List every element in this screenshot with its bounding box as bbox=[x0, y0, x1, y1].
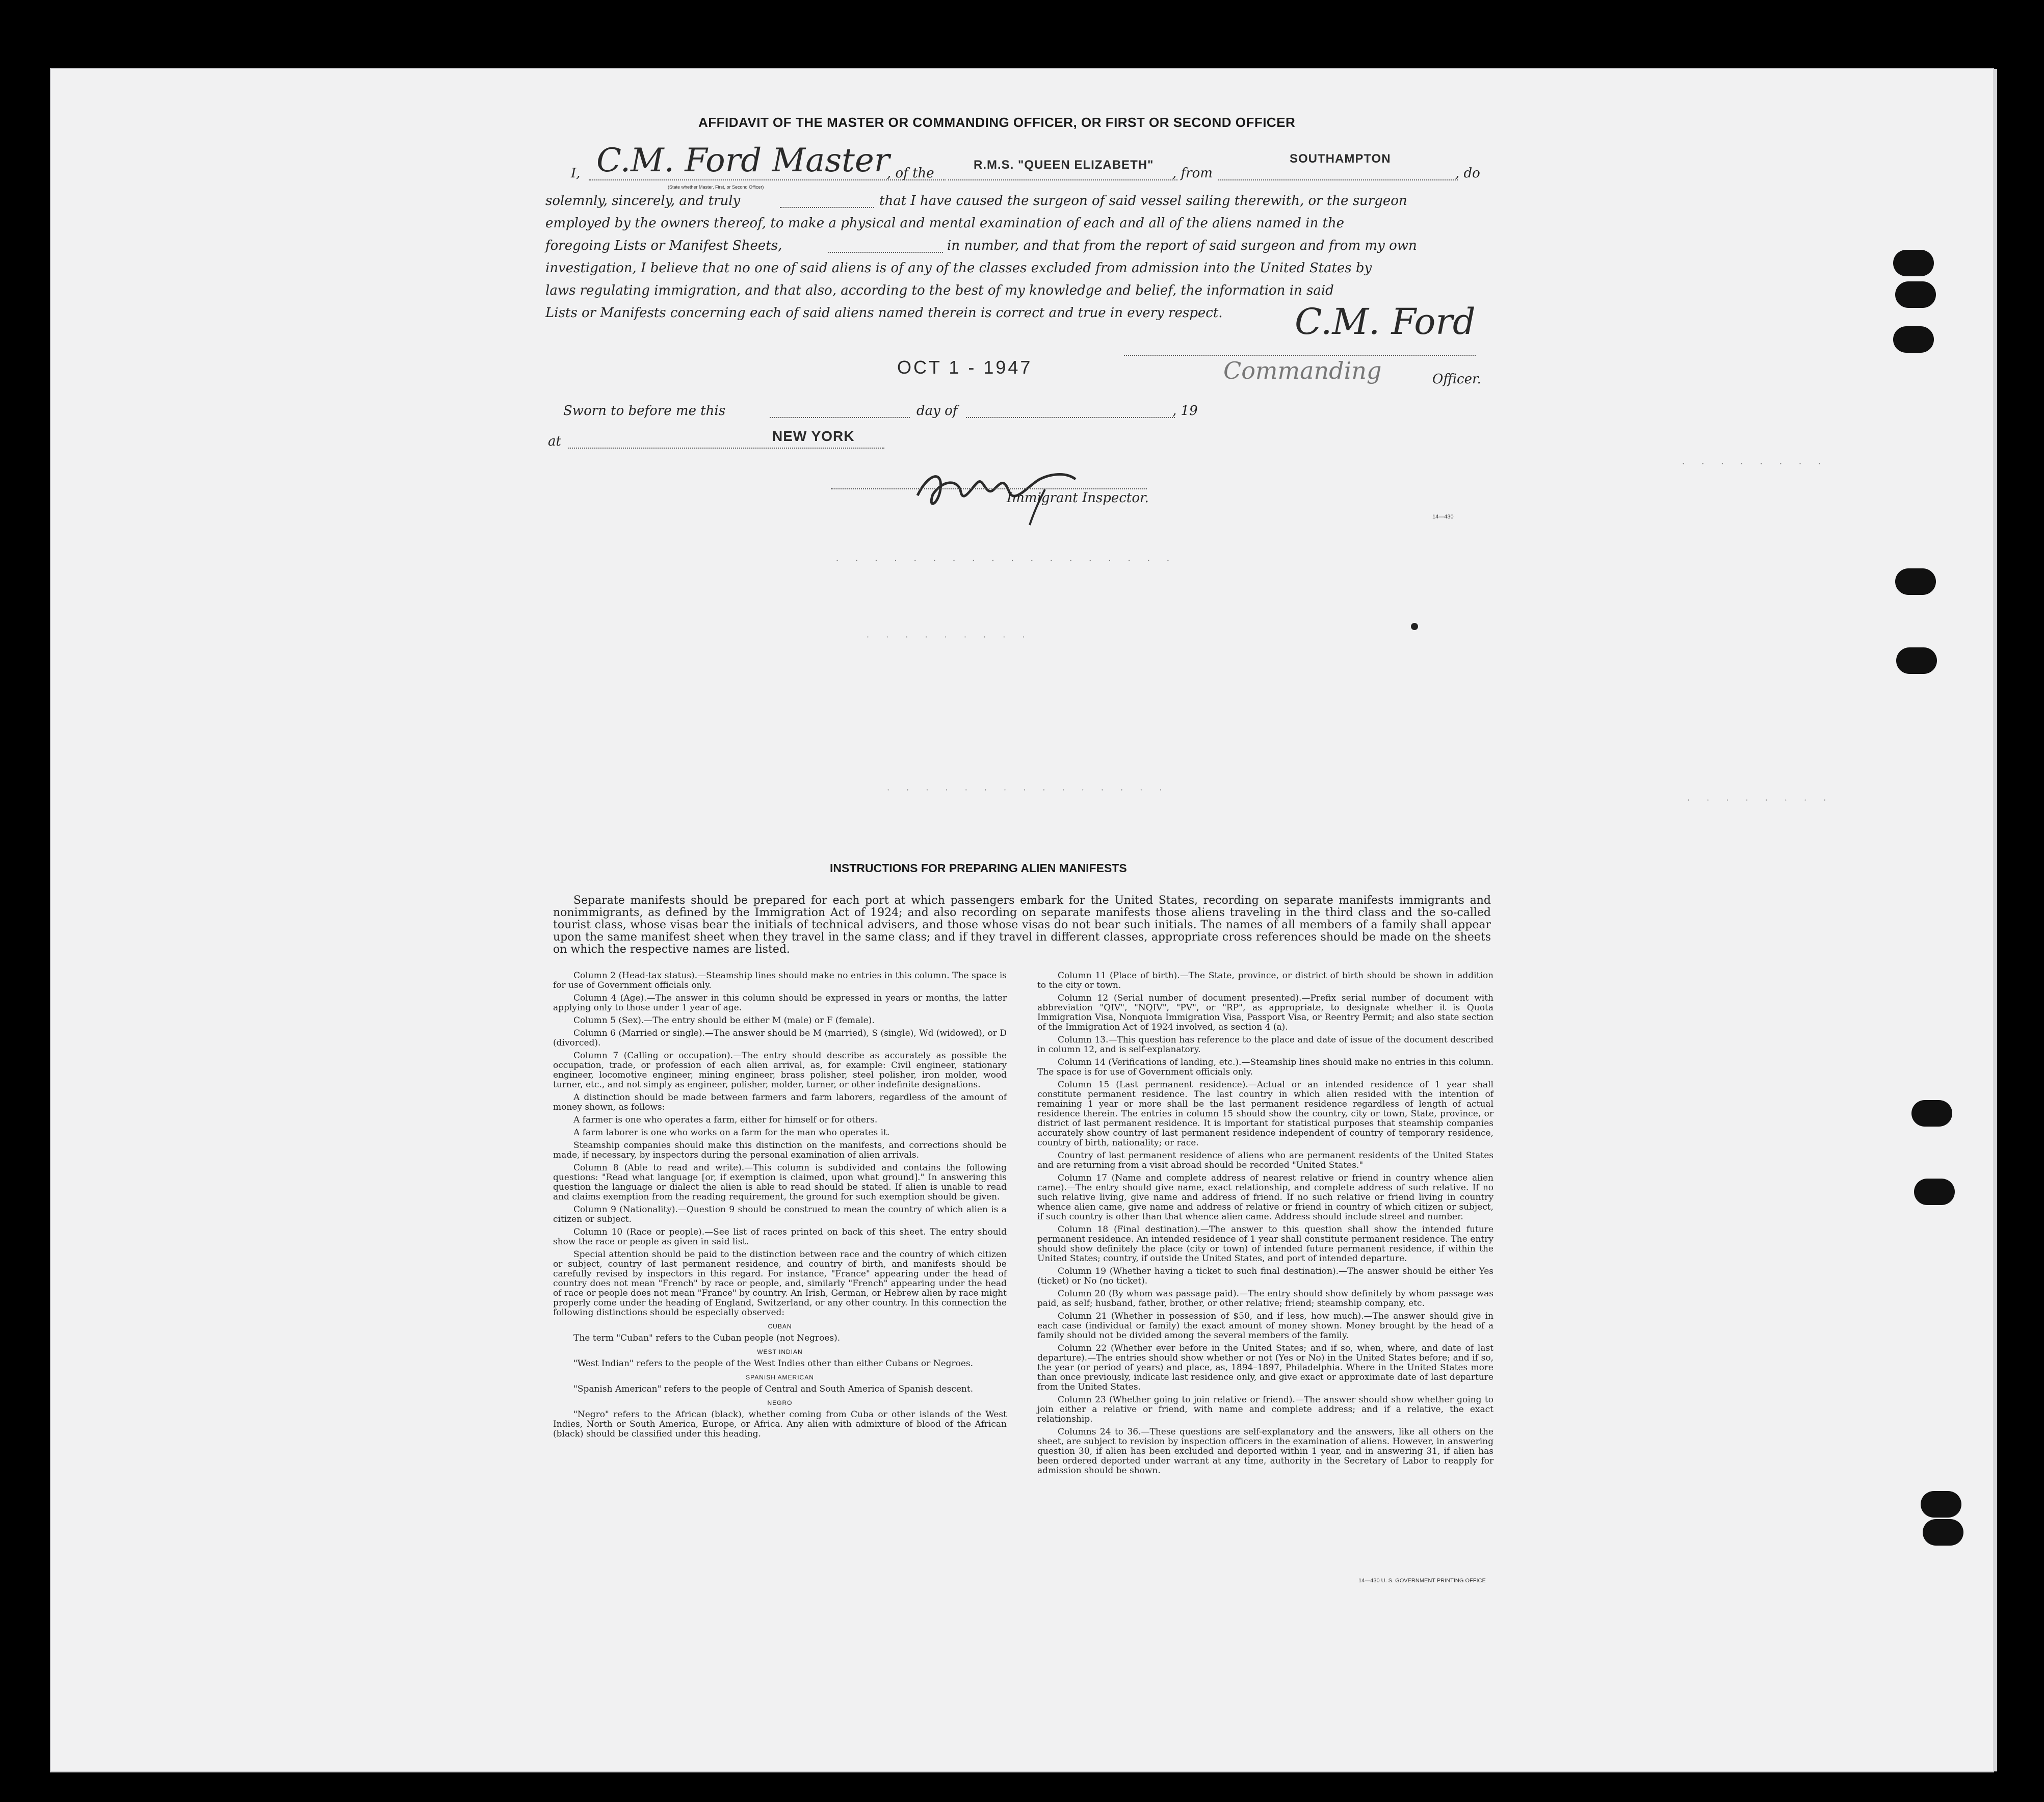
instruction-paragraph: Column 23 (Whether going to join relative or friend).—The answer should show whether going to join either a relative or friend, with name and complete address; and if a relative, the exact relationship. bbox=[1037, 1395, 1493, 1424]
affidavit-line4a: foregoing Lists or Manifest Sheets, bbox=[545, 238, 782, 253]
affidavit-line6: laws regulating immigration, and that also, according to the best of my knowledge and belief, the information in said bbox=[545, 283, 1334, 298]
signer-note: (State whether Master, First, or Second Officer) bbox=[668, 185, 764, 190]
bleed-dots: · · · · · · · · bbox=[1682, 459, 1828, 468]
do-label: , do bbox=[1455, 166, 1480, 181]
instruction-paragraph: A farm laborer is one who works on a farm for the man who operates it. bbox=[573, 1128, 890, 1138]
affidavit-line4b: in number, and that from the report of said surgeon and from my own bbox=[947, 238, 1417, 253]
affidavit-line5: investigation, I believe that no one of said aliens is of any of the classes excluded from admission into the United States by bbox=[545, 260, 1372, 276]
instructions-intro bbox=[553, 895, 1491, 959]
affidavit-line3: employed by the owners thereof, to make a physical and mental examination of each and all of the aliens named in the bbox=[545, 216, 1345, 231]
from-label: , from bbox=[1172, 166, 1213, 181]
instruction-paragraph: Column 4 (Age).—The answer in this column should be expressed in years or months, the latter applying only to those under 1 year of age. bbox=[553, 993, 1007, 1013]
signer-handwritten: C.M. Ford Master bbox=[596, 142, 890, 179]
instructions-title: INSTRUCTIONS FOR PREPARING ALIEN MANIFESTS bbox=[830, 861, 1127, 875]
punch-hole bbox=[1921, 1491, 1961, 1518]
place-stamp: NEW YORK bbox=[772, 428, 855, 444]
spanish-american-heading: SPANISH AMERICAN bbox=[746, 1374, 814, 1381]
printing-office-footer: 14—430 U. S. GOVERNMENT PRINTING OFFICE bbox=[1358, 1578, 1486, 1584]
instruction-paragraph: Column 6 (Married or single).—The answer should be M (married), S (single), Wd (widowed), or D (divorced). bbox=[553, 1028, 1007, 1048]
negro-text: "Negro" refers to the African (black), whether coming from Cuba or other islands of the West Indies, North or South America, Europe, or Africa. Any alien with admixture of blood of the African (black) should be classified under this heading. bbox=[553, 1409, 1007, 1439]
place-line bbox=[568, 447, 884, 449]
instruction-paragraph: Column 5 (Sex).—The entry should be either M (male) or F (female). bbox=[573, 1015, 875, 1026]
departure-port: SOUTHAMPTON bbox=[1290, 152, 1391, 166]
vessel-name: R.M.S. "QUEEN ELIZABETH" bbox=[974, 158, 1154, 172]
form-number: 14—430 bbox=[1432, 514, 1454, 520]
ink-mark bbox=[1411, 623, 1418, 630]
vessel-line bbox=[948, 178, 1177, 180]
west-indian-heading: WEST INDIAN bbox=[757, 1348, 803, 1355]
officer-label: Officer. bbox=[1432, 372, 1481, 387]
at-label: at bbox=[548, 434, 561, 449]
instruction-paragraph: Column 8 (Able to read and write).—This column is subdivided and contains the following questions: "Read what language [or, if exemption is claimed, upon what ground]." In answering this question the language or dialect the alien is able to read should be stated. If alien is unable to read and claims exemption from the reading requirement, the ground for such exemption should be given. bbox=[553, 1163, 1007, 1202]
instruction-paragraph: Column 12 (Serial number of document presented).—Prefix serial number of document with abbreviation "QIV", "NQIV", "PV", or "RP", as appropriate, to designate whether it is Quota Immigration Visa, Nonquota Immigration Visa, Passport Visa, or Reentry Permit; and also state section of the Immigration Act of 1924 involved, as section 4 (a). bbox=[1037, 993, 1493, 1032]
instruction-paragraph: Column 7 (Calling or occupation).—The entry should describe as accurately as possible the occupation, trade, or profession of each alien arrival, as, for example: Civil engineer, stationary engineer, locomotive engineer, mining engineer, brass polisher, steel polisher, iron molder, wood turner, etc., and not simply as engineer, polisher, molder, turner, or other indefinite designations. bbox=[553, 1051, 1007, 1090]
punch-hole bbox=[1895, 281, 1936, 308]
punch-hole bbox=[1895, 568, 1936, 595]
spanish-american-text: "Spanish American" refers to the people of Central and South America of Spanish descent. bbox=[573, 1384, 974, 1394]
instruction-paragraph: Column 21 (Whether in possession of $50, and if less, how much).—The answer should give in each case (individual or family) the exact amount of money shown. Money brought by the head of a family should not be divided among the several members of the family. bbox=[1037, 1311, 1493, 1341]
instructions-left-column bbox=[553, 971, 1007, 1442]
punch-hole bbox=[1911, 1100, 1952, 1127]
affidavit-line7: Lists or Manifests concerning each of said aliens named therein is correct and true in every respect. bbox=[545, 305, 1223, 321]
instruction-paragraph: Column 17 (Name and complete address of nearest relative or friend in country whence alien came).—The entry should give name, exact relationship, and complete address of such relative. If no such relative living, give name and address of friend. If no such relative or friend living in country whence alien came, give name and address of relative or friend in country of which citizen or subject, if such country is other than that whence alien came. Address should include street and number. bbox=[1037, 1173, 1493, 1222]
instruction-paragraph: Columns 24 to 36.—These questions are self-explanatory and the answers, like all others on the sheet, are subject to revision by inspection officers in the examination of aliens. However, in answering question 30, if alien has been excluded and deported within 1 year, and in answering 31, if alien has been ordered deported under warrant at any time, authority in the Secretary of Labor to reapply for admission should be shown. bbox=[1037, 1427, 1493, 1476]
cuban-text: The term "Cuban" refers to the Cuban people (not Negroes). bbox=[573, 1333, 841, 1343]
punch-hole bbox=[1893, 326, 1934, 353]
instruction-paragraph: Column 20 (By whom was passage paid).—The entry should show definitely by whom passage was paid, as self; husband, father, brother, or other relative; friend; steamship company, etc. bbox=[1037, 1289, 1493, 1309]
punch-hole bbox=[1923, 1519, 1963, 1546]
punch-hole bbox=[1896, 647, 1937, 674]
instructions-right-column bbox=[1037, 971, 1493, 1479]
cuban-heading: CUBAN bbox=[768, 1323, 792, 1330]
oath-line bbox=[780, 206, 874, 208]
instruction-paragraph: A distinction should be made between farmers and farm laborers, regardless of the amount of money shown, as follows: bbox=[553, 1092, 1007, 1112]
instruction-paragraph: Column 10 (Race or people).—See list of races printed on back of this sheet. The entry should show the race or people as given in said list. bbox=[553, 1227, 1007, 1247]
inspector-label: Immigrant Inspector. bbox=[1007, 490, 1149, 506]
day-of-label: day of bbox=[916, 403, 958, 419]
instruction-paragraph: Column 19 (Whether having a ticket to such final destination).—The answer should be either Yes (ticket) or No (no ticket). bbox=[1037, 1266, 1493, 1286]
officer-signature: C.M. Ford bbox=[1295, 301, 1476, 343]
affidavit-i: I, bbox=[571, 166, 581, 181]
officer-title-handwritten: Commanding bbox=[1223, 357, 1382, 384]
bleed-dots: · · · · · · · · · bbox=[867, 632, 1032, 642]
negro-heading: NEGRO bbox=[767, 1399, 793, 1406]
punch-hole bbox=[1893, 250, 1934, 276]
of-the-label: , of the bbox=[887, 166, 934, 181]
instruction-paragraph: Column 22 (Whether ever before in the United States; and if so, when, where, and date of last departure).—The entries should show whether or not (Yes or No) in the United States before; and if so, the year (or period of years) and place, as, 1894–1897, Philadelphia. Where in the United States more than once previously, indicate last residence only, and give exact or approximate date of last departure from the United States. bbox=[1037, 1343, 1493, 1392]
sheet-edge bbox=[1993, 69, 1997, 1771]
sworn-label: Sworn to before me this bbox=[563, 403, 726, 419]
officer-line bbox=[1124, 354, 1476, 356]
affidavit-line2b: that I have caused the surgeon of said vessel sailing therewith, or the surgeon bbox=[879, 193, 1407, 208]
port-line bbox=[1218, 178, 1458, 180]
count-line bbox=[828, 251, 943, 253]
date-stamp: OCT 1 - 1947 bbox=[897, 357, 1033, 378]
instruction-paragraph: Column 18 (Final destination).—The answer to this question shall show the intended future permanent residence. An intended residence of 1 year shall constitute permanent residence. The entry should show definitely the place (city or town) of intended future permanent residence, if within the United States; country, if outside the United States, and port of intended departure. bbox=[1037, 1224, 1493, 1264]
west-indian-text: "West Indian" refers to the people of the West Indies other than either Cubans or Negroes. bbox=[573, 1359, 974, 1369]
sworn-month-line bbox=[966, 416, 1175, 418]
instruction-paragraph: Special attention should be paid to the distinction between race and the country of which citizen or subject, country of last permanent residence, and country of birth, and manifests should be carefully revised by inspectors in this regard. For instance, "France" appearing under the head of country does not mean "French" by race or people, and, similarly "French" appearing under the head of race or people does not mean "France" by country. An Irish, German, or Hebrew alien by race might properly come under the heading of England, Switzerland, or any other country. In this connection the following distinctions should be especially observed: bbox=[553, 1249, 1007, 1318]
instruction-paragraph: A farmer is one who operates a farm, either for himself or for others. bbox=[573, 1115, 878, 1125]
affidavit-title: AFFIDAVIT OF THE MASTER OR COMMANDING OFFICER, OR FIRST OR SECOND OFFICER bbox=[698, 115, 1296, 130]
sworn-day-line bbox=[770, 416, 910, 418]
instruction-paragraph: Column 13.—This question has reference to the place and date of issue of the document described in column 12, and is self-explanatory. bbox=[1037, 1035, 1493, 1055]
instruction-paragraph: Steamship companies should make this distinction on the manifests, and corrections should be made, if necessary, by inspectors during the personal examination of alien arrivals. bbox=[553, 1140, 1007, 1160]
bleed-dots: · · · · · · · · bbox=[1687, 795, 1833, 805]
affidavit-line2a: solemnly, sincerely, and truly bbox=[545, 193, 741, 208]
punch-hole bbox=[1914, 1179, 1955, 1205]
bleed-dots: · · · · · · · · · · · · · · · bbox=[887, 785, 1169, 795]
instruction-paragraph: Column 14 (Verifications of landing, etc.).—Steamship lines should make no entries in this column. The space is for use of Government officials only. bbox=[1037, 1057, 1493, 1077]
instruction-paragraph: Country of last permanent residence of aliens who are permanent residents of the United States and are returning from a visit abroad should be recorded "United States." bbox=[1037, 1151, 1493, 1170]
intro-paragraph: Separate manifests should be prepared for each port at which passengers embark for the United States, recording on separate manifests immigrants and nonimmigrants, as defined by the Immigration Act of 1924; and also recording on separate manifests those aliens traveling in the third class and the so-called tourist class, whose visas bear the initials of technical advisers, and those whose visas do not bear such initials. The names of all members of a family shall appear upon the same manifest sheet when they travel in the same class; and if they travel in different classes, appropriate cross references should be made on the sheets on which the respective names are listed. bbox=[553, 894, 1491, 956]
instruction-paragraph: Column 15 (Last permanent residence).—Actual or an intended residence of 1 year shall constitute permanent residence. The last country in which alien resided with the intention of remaining 1 year or more shall be the last permanent residence regardless of length of actual residence therein. The entries in column 15 should show the country, city or town, State, province, or district of last permanent residence. It is important for statistical purposes that steamship companies accurately show country of last permanent residence independent of country of temporary residence, country of birth, nationality; or race. bbox=[1037, 1080, 1493, 1148]
instruction-paragraph: Column 11 (Place of birth).—The State, province, or district of birth should be shown in addition to the city or town. bbox=[1037, 971, 1493, 990]
instruction-paragraph: Column 9 (Nationality).—Question 9 should be construed to mean the country of which alien is a citizen or subject. bbox=[553, 1205, 1007, 1224]
instruction-paragraph: Column 2 (Head-tax status).—Steamship lines should make no entries in this column. The space is for use of Government officials only. bbox=[553, 971, 1007, 990]
year-label: , 19 bbox=[1172, 403, 1198, 419]
bleed-dots: · · · · · · · · · · · · · · · · · · bbox=[836, 556, 1177, 565]
